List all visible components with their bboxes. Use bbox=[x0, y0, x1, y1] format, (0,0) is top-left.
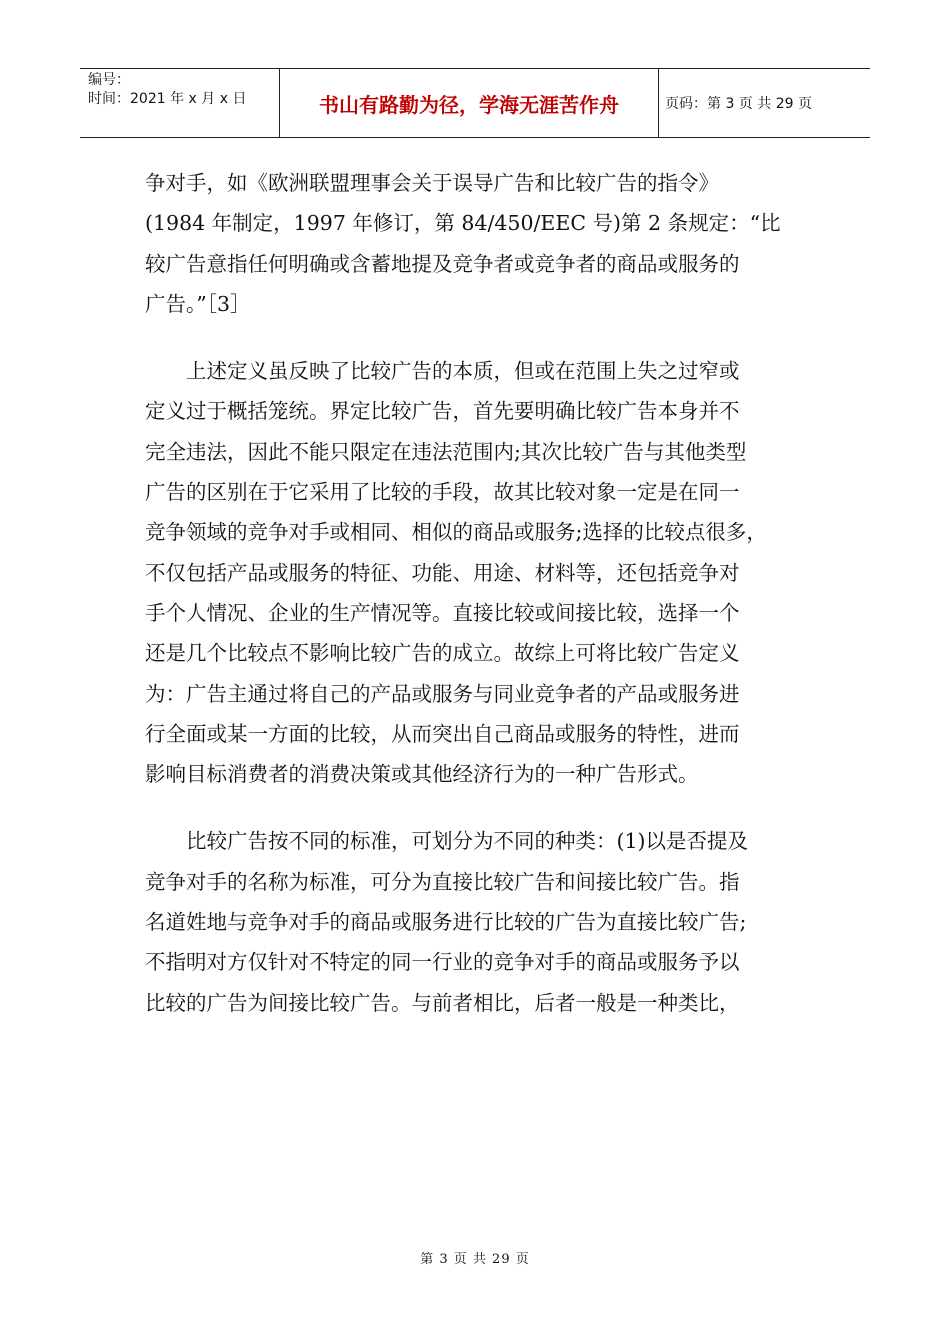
text-line: 争对手，如《欧洲联盟理事会关于误导广告和比较广告的指令》 bbox=[145, 171, 719, 195]
header-meta bbox=[80, 69, 280, 137]
text-line: 广告的区别在于它采用了比较的手段，故其比较对象一定是在同一 bbox=[145, 480, 740, 505]
text-line: 广告。”［3］ bbox=[145, 291, 251, 316]
text-line: (1984 年制定，1997 年修订，第 84/450/EEC 号)第 2 条规定：“比 bbox=[145, 211, 781, 236]
header-motto: 书山有路勤为径，学海无涯苦作舟 bbox=[280, 69, 659, 137]
text-line: 手个人情况、企业的生产情况等。直接比较或间接比较，选择一个 bbox=[145, 600, 740, 625]
text-line: 定义过于概括笼统。界定比较广告，首先要明确比较广告本身并不 bbox=[145, 399, 740, 424]
paragraph-gap bbox=[145, 324, 800, 351]
text-line: 不仅包括产品或服务的特征、功能、用途、材料等，还包括竞争对 bbox=[145, 560, 740, 585]
text-line: 还是几个比较点不影响比较广告的成立。故综上可将比较广告定义 bbox=[145, 641, 740, 666]
page-footer: 第 3 页 共 29 页 bbox=[420, 1252, 530, 1267]
document-header bbox=[80, 68, 870, 138]
paragraph-gap bbox=[145, 794, 800, 821]
header-page-info: 页码：第 3 页 共 29 页 bbox=[665, 96, 812, 112]
document-body bbox=[145, 163, 800, 1023]
text-line: 较广告意指任何明确或含蓄地提及竞争者或竞争者的商品或服务的 bbox=[145, 251, 740, 276]
text-line: 不指明对方仅针对不特定的同一行业的竞争对手的商品或服务予以 bbox=[145, 950, 740, 975]
paragraph bbox=[145, 351, 800, 794]
text-line: 比较的广告为间接比较广告。与前者相比，后者一般是一种类比， bbox=[145, 990, 740, 1015]
paragraph bbox=[145, 821, 800, 1022]
text-line: 竞争领域的竞争对手或相同、相似的商品或服务;选择的比较点很多， bbox=[145, 520, 767, 545]
text-line: 上述定义虽反映了比较广告的本质，但或在范围上失之过窄或 bbox=[186, 359, 740, 384]
text-line: 行全面或某一方面的比较，从而突出自己商品或服务的特性，进而 bbox=[145, 721, 740, 746]
text-line: 为：广告主通过将自己的产品或服务与同业竞争者的产品或服务进 bbox=[145, 681, 740, 706]
text-line: 竞争对手的名称为标准，可分为直接比较广告和间接比较广告。指 bbox=[145, 869, 740, 894]
text-line: 影响目标消费者的消费决策或其他经济行为的一种广告形式。 bbox=[145, 762, 699, 787]
paragraph bbox=[145, 163, 800, 324]
text-line: 完全违法，因此不能只限定在违法范围内;其次比较广告与其他类型 bbox=[145, 439, 747, 464]
text-line: 名道姓地与竞争对手的商品或服务进行比较的广告为直接比较广告; bbox=[145, 910, 747, 935]
time-label: 时间：2021 年 x 月 x 日 bbox=[88, 91, 247, 107]
number-label: 编号： bbox=[88, 72, 130, 88]
text-line: 比较广告按不同的标准，可划分为不同的种类：(1)以是否提及 bbox=[186, 829, 749, 854]
